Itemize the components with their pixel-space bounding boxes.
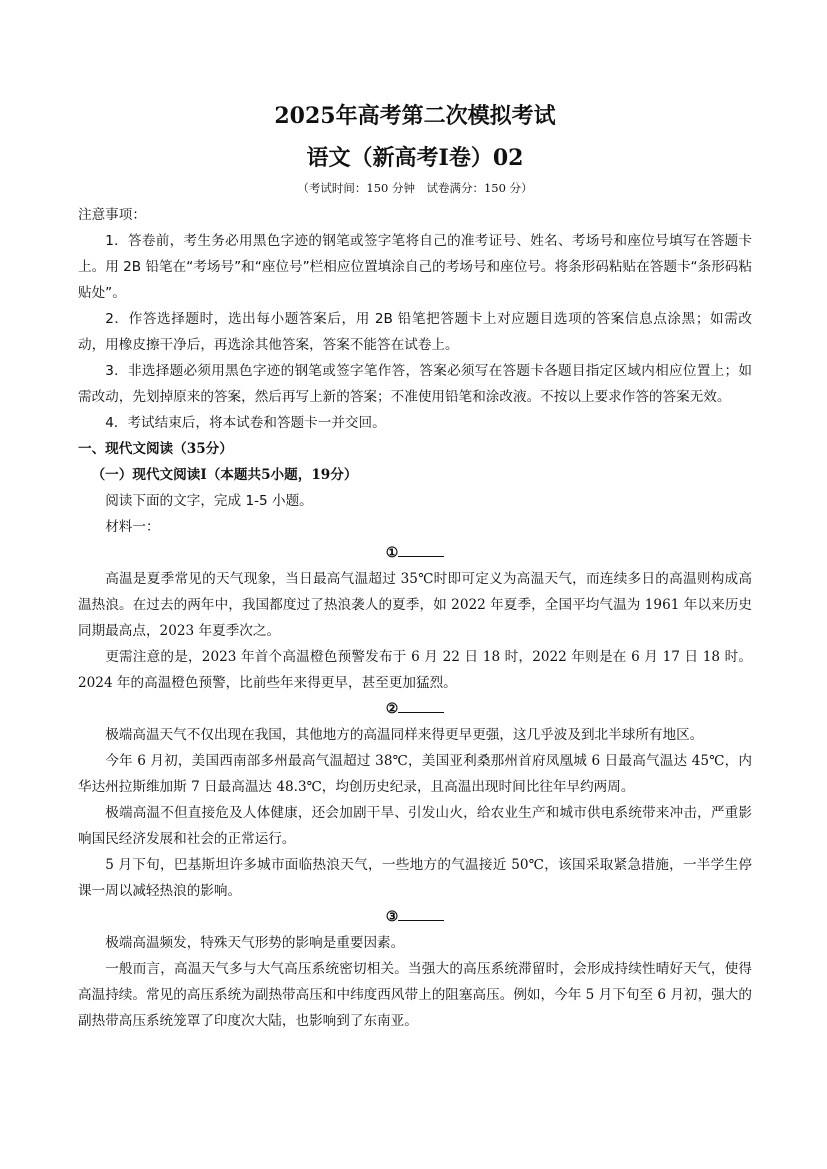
heading-blank (398, 906, 444, 921)
paragraph: 5 月下旬，巴基斯坦许多城市面临热浪天气，一些地方的气温接近 50℃，该国采取紧急措施，一半学生停课一周以减轻热浪的影响。 (78, 857, 752, 899)
material-part-3 (78, 904, 752, 1034)
exam-page (78, 100, 752, 1034)
paragraph: 极端高温天气不仅出现在我国，其他地方的高温同样来得更早更强，这几乎波及到北半球所有地区。 (105, 727, 704, 743)
subsection-title: （一）现代文阅读Ⅰ（本题共5小题，19分） (91, 467, 358, 483)
heading-marker: ① (385, 545, 399, 561)
paragraph: 高温是夏季常见的天气现象，当日最高气温超过 35℃时即可定义为高温天气，而连续多日的高温则构成高温热浪。在过去的两年中，我国都度过了热浪袭人的夏季，如 2022 年夏季，全国平均气温为 1961 年以来历史同期最高点，2023 年夏季次之。 (78, 571, 752, 639)
material-part-1 (78, 540, 752, 696)
section-title: 一、现代文阅读（35分） (78, 441, 233, 457)
exam-title: 2025年高考第二次模拟考试 (274, 103, 556, 129)
paragraph: 一般而言，高温天气多与大气高压系统密切相关。当强大的高压系统滞留时，会形成持续性晴好天气，使得高温持续。常见的高压系统为副热带高压和中纬度西风带上的阻塞高压。例如，今年 5 月下旬至 6 月初，强大的副热带高压系统笼罩了印度次大陆，也影响到了东南亚。 (78, 961, 752, 1029)
heading-marker: ② (385, 701, 399, 717)
notice-item: 4．考试结束后，将本试卷和答题卡一并交回。 (105, 415, 386, 431)
exam-subtitle: 语文（新高考Ⅰ卷）02 (306, 145, 524, 171)
paragraph: 极端高温不但直接危及人体健康，还会加剧干旱、引发山火，给农业生产和城市供电系统带来冲击，严重影响国民经济发展和社会的正常运行。 (78, 805, 752, 847)
paragraph: 更需注意的是，2023 年首个高温橙色预警发布于 6 月 22 日 18 时，2022 年则是在 6 月 17 日 18 时。2024 年的高温橙色预警，比前些年来得更早，甚至更加猛烈。 (78, 649, 752, 691)
exam-info: （考试时间：150 分钟 试卷满分：150 分） (297, 181, 533, 195)
material-label: 材料一： (105, 519, 160, 535)
instruction: 阅读下面的文字，完成 1-5 小题。 (105, 493, 313, 509)
notice-item: 1．答卷前，考生务必用黑色字迹的钢笔或签字笔将自己的准考证号、姓名、考场号和座位号填写在答题卡上。用 2B 铅笔在“考场号”和“座位号”栏相应位置填涂自己的考场号和座位号。将条形码粘贴在答题卡“条形码粘贴处”。 (78, 233, 752, 301)
paragraph: 极端高温频发，特殊天气形势的影响是重要因素。 (105, 935, 405, 951)
material-part-2 (78, 696, 752, 904)
paragraph: 今年 6 月初，美国西南部多州最高气温超过 38℃，美国亚利桑那州首府凤凰城 6 日最高气温达 45℃，内华达州拉斯维加斯 7 日最高温达 48.3℃，均创历史纪录，且高温出现时间比往年早约两周。 (78, 753, 752, 795)
notice-heading: 注意事项： (78, 207, 146, 223)
heading-blank (398, 698, 444, 713)
notice-item: 3．非选择题必须用黑色字迹的钢笔或签字笔作答，答案必须写在答题卡各题目指定区域内相应位置上；如需改动，先划掉原来的答案，然后再写上新的答案；不准使用铅笔和涂改液。不按以上要求作答的答案无效。 (78, 363, 752, 405)
heading-blank (398, 542, 444, 557)
notice-item: 2．作答选择题时，选出每小题答案后，用 2B 铅笔把答题卡上对应题目选项的答案信息点涂黑；如需改动，用橡皮擦干净后，再选涂其他答案，答案不能答在试卷上。 (78, 311, 752, 353)
heading-marker: ③ (385, 909, 399, 925)
